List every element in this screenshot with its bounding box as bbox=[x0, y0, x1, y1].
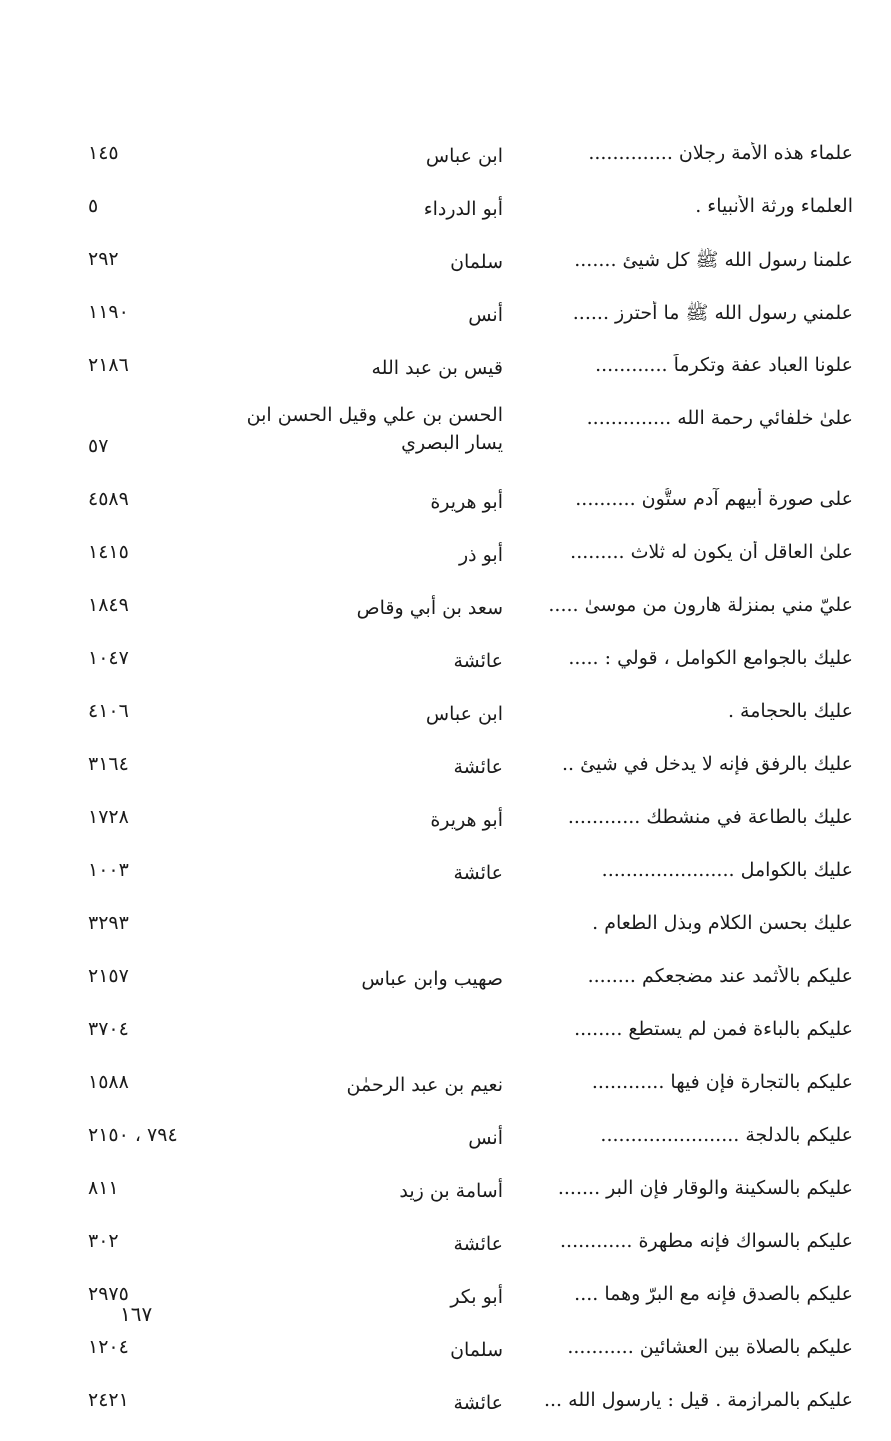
hadith-text: عليّ مني بمنزلة هارون من موسىٰ ..... bbox=[548, 594, 853, 616]
index-entry bbox=[0, 535, 891, 588]
index-entry bbox=[0, 189, 891, 242]
narrator-name: أنس bbox=[468, 304, 503, 326]
narrator-name: سلمان bbox=[450, 251, 503, 273]
index-entry bbox=[0, 853, 891, 906]
reference-number: ٣٢٩٣ bbox=[88, 912, 129, 934]
index-entry bbox=[0, 1065, 891, 1118]
reference-number: ٥ bbox=[88, 195, 99, 217]
hadith-text: عليكم بالدلجة ....................... bbox=[600, 1124, 853, 1146]
hadith-text: عليكم بالأثمد عند مضجعكم ........ bbox=[587, 965, 853, 987]
hadith-text: عليكم بالباءة فمن لم يستطع ........ bbox=[574, 1018, 853, 1040]
reference-number: ١٢٠٤ bbox=[88, 1336, 129, 1358]
narrator-name: أسامة بن زيد bbox=[399, 1180, 503, 1202]
hadith-text: على صورة أبيهم آدم ستُّون .......... bbox=[575, 488, 853, 510]
index-entry bbox=[0, 295, 891, 348]
hadith-text: علىٰ العاقل أن يكون له ثلاث ......... bbox=[570, 541, 853, 563]
hadith-text: علماء هذه الأمة رجلان .............. bbox=[588, 142, 853, 164]
hadith-text: علىٰ خلفائي رحمة الله .............. bbox=[586, 407, 853, 429]
hadith-index-list bbox=[0, 136, 891, 1436]
narrator-name: عائشة bbox=[453, 1233, 503, 1255]
index-entry bbox=[0, 136, 891, 189]
reference-number: ٣٠٢ bbox=[88, 1230, 119, 1252]
hadith-text: عليك بحسن الكلام وبذل الطعام . bbox=[592, 912, 853, 934]
index-entry bbox=[0, 1118, 891, 1171]
narrator-name: أبو هريرة bbox=[430, 491, 503, 513]
index-entry bbox=[0, 959, 891, 1012]
index-entry bbox=[0, 641, 891, 694]
hadith-text: علمني رسول الله ﷺ ما أحترز ...... bbox=[572, 302, 853, 324]
hadith-text: علمنا رسول الله ﷺ كل شيئ ....... bbox=[574, 249, 853, 271]
index-entry bbox=[0, 348, 891, 401]
narrator-name: أنس bbox=[468, 1127, 503, 1149]
hadith-text: العلماء ورثة الأنبياء . bbox=[695, 195, 853, 217]
reference-number: ٧٩٤ ، ٢١٥٠ bbox=[88, 1124, 178, 1146]
index-entry bbox=[0, 1171, 891, 1224]
reference-number: ١٤١٥ bbox=[88, 541, 129, 563]
narrator-name: أبو بكر bbox=[450, 1286, 503, 1308]
hadith-text: عليك بالرفق فإنه لا يدخل في شيئ .. bbox=[562, 753, 853, 775]
hadith-text: عليك بالحجامة . bbox=[727, 700, 853, 722]
hadith-text: عليكم بالسكينة والوقار فإن البر ....... bbox=[557, 1177, 853, 1199]
narrator-name: عائشة bbox=[453, 862, 503, 884]
narrator-name: صهيب وابن عباس bbox=[361, 968, 503, 990]
reference-number: ١٧٢٨ bbox=[88, 806, 129, 828]
index-entry bbox=[0, 1224, 891, 1277]
narrator-name: عائشة bbox=[453, 650, 503, 672]
narrator-name: نعيم بن عبد الرحمٰن bbox=[346, 1074, 503, 1096]
hadith-text: عليك بالجوامع الكوامل ، قولي : ..... bbox=[568, 647, 853, 669]
hadith-text: عليكم بالتجارة فإن فيها ............ bbox=[591, 1071, 853, 1093]
narrator-name: ابن عباس bbox=[425, 145, 503, 167]
index-entry bbox=[0, 1012, 891, 1065]
hadith-text: عليكم بالسواك فإنه مطهرة ............ bbox=[559, 1230, 853, 1252]
reference-number: ١٠٤٧ bbox=[88, 647, 129, 669]
index-entry bbox=[0, 1330, 891, 1383]
reference-number: ١٤٥ bbox=[88, 142, 119, 164]
reference-number: ٣١٦٤ bbox=[88, 753, 129, 775]
narrator-name: أبو هريرة bbox=[430, 809, 503, 831]
reference-number: ١٠٠٣ bbox=[88, 859, 129, 881]
hadith-text: عليكم بالصلاة بين العشائين ........... bbox=[567, 1336, 853, 1358]
index-entry bbox=[0, 1383, 891, 1436]
index-entry bbox=[0, 800, 891, 853]
narrator-name: سعد بن أبي وقاص bbox=[356, 597, 503, 619]
narrator-name: الحسن بن علي وقيل الحسن ابن يسار البصري bbox=[246, 404, 503, 454]
reference-number: ٤٥٨٩ bbox=[88, 488, 129, 510]
reference-number: ٢٩٢ bbox=[88, 248, 119, 270]
narrator-name: أبو ذر bbox=[458, 544, 503, 566]
reference-number: ٤١٠٦ bbox=[88, 700, 129, 722]
index-entry bbox=[0, 401, 891, 482]
narrator-name: أبو الدرداء bbox=[423, 198, 503, 220]
reference-number: ٨١١ bbox=[88, 1177, 119, 1199]
reference-number: ٥٧ bbox=[88, 435, 109, 457]
reference-number: ١١٩٠ bbox=[88, 301, 129, 323]
index-entry bbox=[0, 242, 891, 295]
reference-number: ٢١٥٧ bbox=[88, 965, 129, 987]
page-number: ١٦٧ bbox=[120, 1302, 153, 1326]
narrator-name: عائشة bbox=[453, 756, 503, 778]
reference-number: ٢٤٢١ bbox=[88, 1389, 129, 1411]
narrator-name: سلمان bbox=[450, 1339, 503, 1361]
index-entry bbox=[0, 747, 891, 800]
reference-number: ٢١٨٦ bbox=[88, 354, 129, 376]
hadith-text: عليكم بالمرازمة . قيل : يارسول الله ... bbox=[543, 1389, 853, 1411]
index-entry bbox=[0, 482, 891, 535]
reference-number: ٢٩٧٥ bbox=[88, 1283, 129, 1305]
hadith-text: عليك بالكوامل ...................... bbox=[601, 859, 853, 881]
index-entry bbox=[0, 694, 891, 747]
reference-number: ٣٧٠٤ bbox=[88, 1018, 129, 1040]
hadith-text: علونا العباد عفة وتكرماً ............ bbox=[595, 354, 853, 376]
reference-number: ١٥٨٨ bbox=[88, 1071, 129, 1093]
hadith-text: عليكم بالصدق فإنه مع البرّ وهما .... bbox=[574, 1283, 853, 1305]
index-entry bbox=[0, 906, 891, 959]
index-entry bbox=[0, 588, 891, 641]
narrator-name: قيس بن عبد الله bbox=[371, 357, 503, 379]
reference-number: ١٨٤٩ bbox=[88, 594, 129, 616]
narrator-name: عائشة bbox=[453, 1392, 503, 1414]
hadith-text: عليك بالطاعة في منشطك ............ bbox=[567, 806, 853, 828]
narrator-name: ابن عباس bbox=[425, 703, 503, 725]
